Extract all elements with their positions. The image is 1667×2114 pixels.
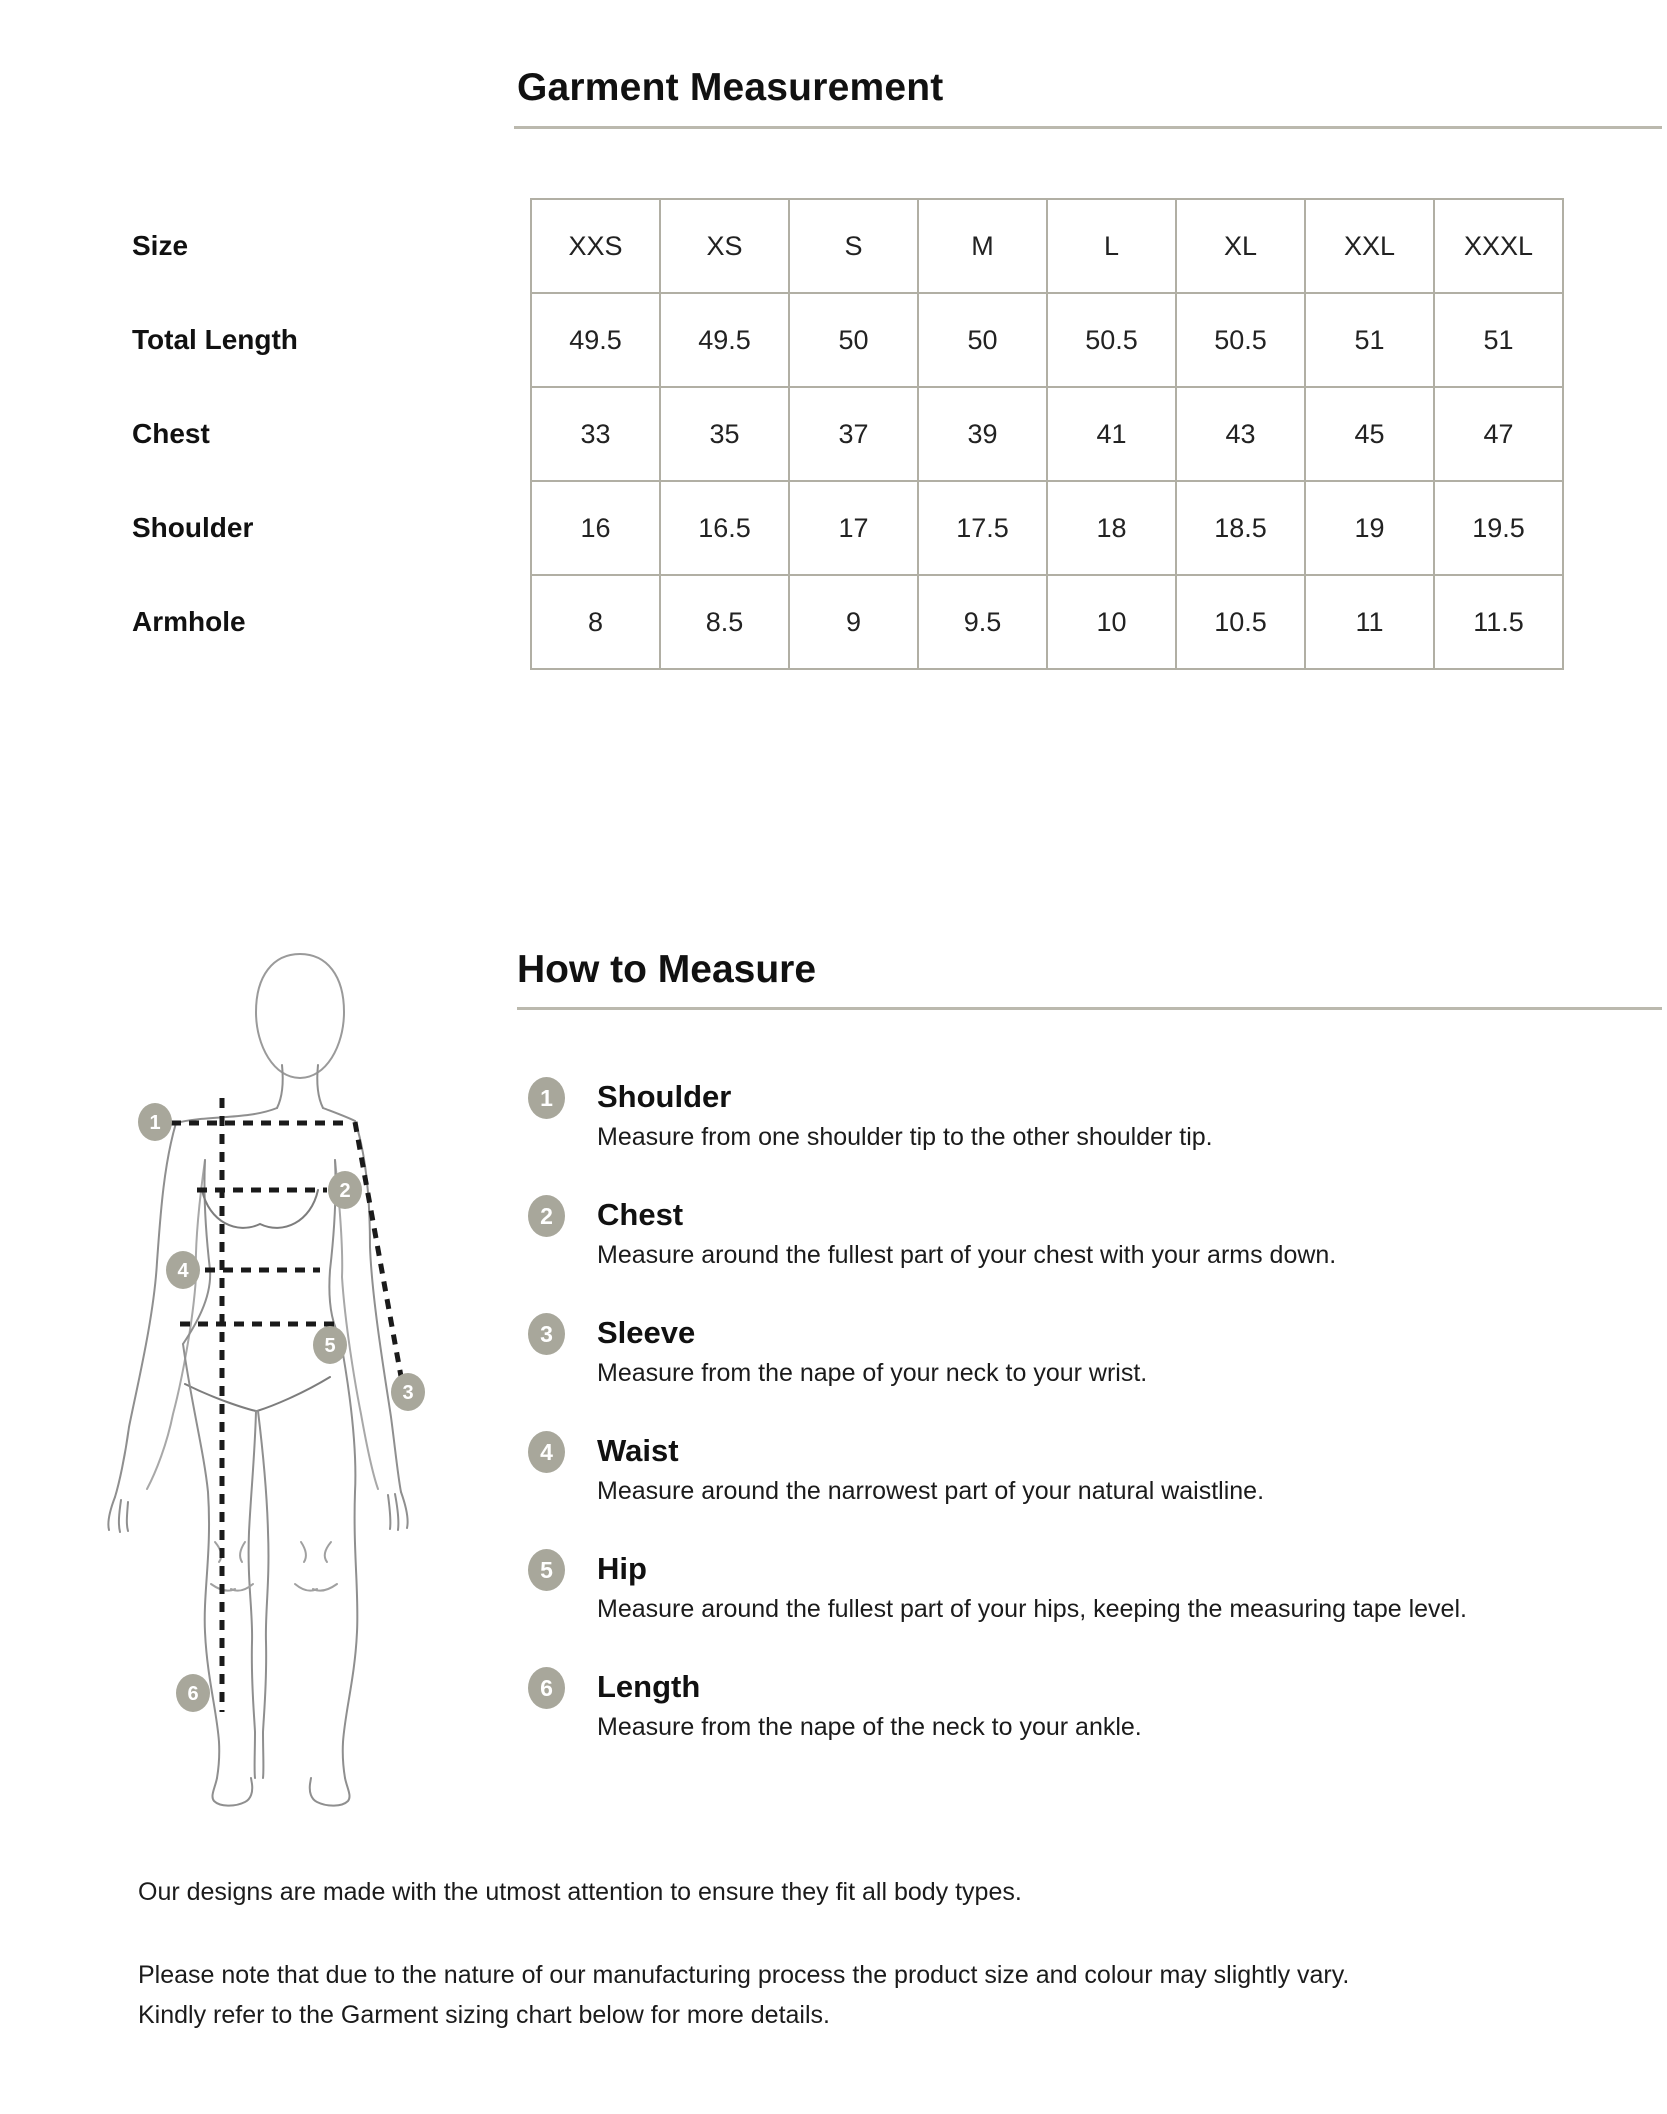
value-cell: 17 (789, 481, 918, 575)
row-label: Chest (128, 387, 531, 481)
value-cell: 9 (789, 575, 918, 669)
value-cell: 49.5 (660, 293, 789, 387)
measure-item-length (517, 1669, 1667, 1743)
garment-measurement-table (128, 198, 1564, 670)
body-figure-illustration (105, 932, 450, 1812)
item-description: Measure from the nape of the neck to your ankle. (597, 1713, 1142, 1741)
item-number-badge: 3 (528, 1313, 565, 1355)
value-cell: 50.5 (1176, 293, 1305, 387)
value-cell: 50 (918, 293, 1047, 387)
item-description: Measure from the nape of your neck to your wrist. (597, 1359, 1148, 1387)
note-spacer (138, 1912, 1349, 1955)
note-line-2: Please note that due to the nature of our manufacturing process the product size and colour may slightly vary. (138, 1961, 1350, 1989)
measure-items-list (517, 1079, 1667, 1787)
figure-marker-3-label: 3 (402, 1382, 414, 1404)
figure-marker-5-label: 5 (324, 1335, 336, 1357)
value-cell: 17.5 (918, 481, 1047, 575)
value-cell: 47 (1434, 387, 1563, 481)
table-row-shoulder (128, 481, 1563, 575)
row-label: Total Length (128, 293, 531, 387)
value-cell: 43 (1176, 387, 1305, 481)
table-row-total-length (128, 293, 1563, 387)
table-row-armhole (128, 575, 1563, 669)
item-title: Hip (597, 1551, 647, 1586)
row-label: Shoulder (128, 481, 531, 575)
size-header-cell: XXS (531, 199, 660, 293)
how-to-measure-divider (517, 1007, 1662, 1010)
value-cell: 11.5 (1434, 575, 1563, 669)
item-description: Measure around the fullest part of your chest with your arms down. (597, 1241, 1337, 1269)
value-cell: 50 (789, 293, 918, 387)
how-to-measure-title: How to Measure (517, 948, 817, 991)
title-divider (514, 126, 1662, 129)
value-cell: 39 (918, 387, 1047, 481)
measure-item-sleeve (517, 1315, 1667, 1389)
footer-notes (138, 1872, 1349, 2035)
table-row-chest (128, 387, 1563, 481)
row-label: Armhole (128, 575, 531, 669)
size-header-cell: XXL (1305, 199, 1434, 293)
size-header-cell: XS (660, 199, 789, 293)
value-cell: 45 (1305, 387, 1434, 481)
size-header-cell: S (789, 199, 918, 293)
value-cell: 51 (1305, 293, 1434, 387)
item-title: Shoulder (597, 1079, 732, 1114)
value-cell: 9.5 (918, 575, 1047, 669)
measure-item-hip (517, 1551, 1667, 1625)
item-description: Measure around the narrowest part of your natural waistline. (597, 1477, 1265, 1505)
value-cell: 16.5 (660, 481, 789, 575)
table-header-row (128, 199, 1563, 293)
item-number-badge: 4 (528, 1431, 565, 1473)
value-cell: 18 (1047, 481, 1176, 575)
value-cell: 10 (1047, 575, 1176, 669)
value-cell: 19.5 (1434, 481, 1563, 575)
measure-item-shoulder (517, 1079, 1667, 1153)
size-header-cell: XXXL (1434, 199, 1563, 293)
size-header-cell: L (1047, 199, 1176, 293)
figure-marker-1-label: 1 (149, 1112, 161, 1134)
item-title: Chest (597, 1197, 684, 1232)
figure-marker-2-label: 2 (339, 1180, 351, 1202)
page-title: Garment Measurement (517, 66, 944, 109)
size-header-cell: XL (1176, 199, 1305, 293)
value-cell: 41 (1047, 387, 1176, 481)
item-title: Waist (597, 1433, 679, 1468)
value-cell: 50.5 (1047, 293, 1176, 387)
item-number-badge: 1 (528, 1077, 565, 1119)
measure-item-chest (517, 1197, 1667, 1271)
sleeve-measure-line (355, 1122, 402, 1382)
note-line-3: Kindly refer to the Garment sizing chart below for more details. (138, 2001, 830, 2029)
item-description: Measure around the fullest part of your hips, keeping the measuring tape level. (597, 1595, 1467, 1623)
value-cell: 37 (789, 387, 918, 481)
value-cell: 18.5 (1176, 481, 1305, 575)
item-title: Length (597, 1669, 701, 1704)
value-cell: 51 (1434, 293, 1563, 387)
note-line-1: Our designs are made with the utmost attention to ensure they fit all body types. (138, 1878, 1022, 1906)
item-description: Measure from one shoulder tip to the other shoulder tip. (597, 1123, 1213, 1151)
value-cell: 8.5 (660, 575, 789, 669)
value-cell: 16 (531, 481, 660, 575)
value-cell: 11 (1305, 575, 1434, 669)
figure-marker-4-label: 4 (177, 1260, 189, 1282)
item-number-badge: 5 (528, 1549, 565, 1591)
value-cell: 35 (660, 387, 789, 481)
item-title: Sleeve (597, 1315, 696, 1350)
item-number-badge: 6 (528, 1667, 565, 1709)
value-cell: 8 (531, 575, 660, 669)
value-cell: 49.5 (531, 293, 660, 387)
item-number-badge: 2 (528, 1195, 565, 1237)
row-label-size: Size (128, 199, 531, 293)
value-cell: 33 (531, 387, 660, 481)
value-cell: 10.5 (1176, 575, 1305, 669)
size-header-cell: M (918, 199, 1047, 293)
figure-marker-6-label: 6 (187, 1683, 199, 1705)
measure-item-waist (517, 1433, 1667, 1507)
value-cell: 19 (1305, 481, 1434, 575)
